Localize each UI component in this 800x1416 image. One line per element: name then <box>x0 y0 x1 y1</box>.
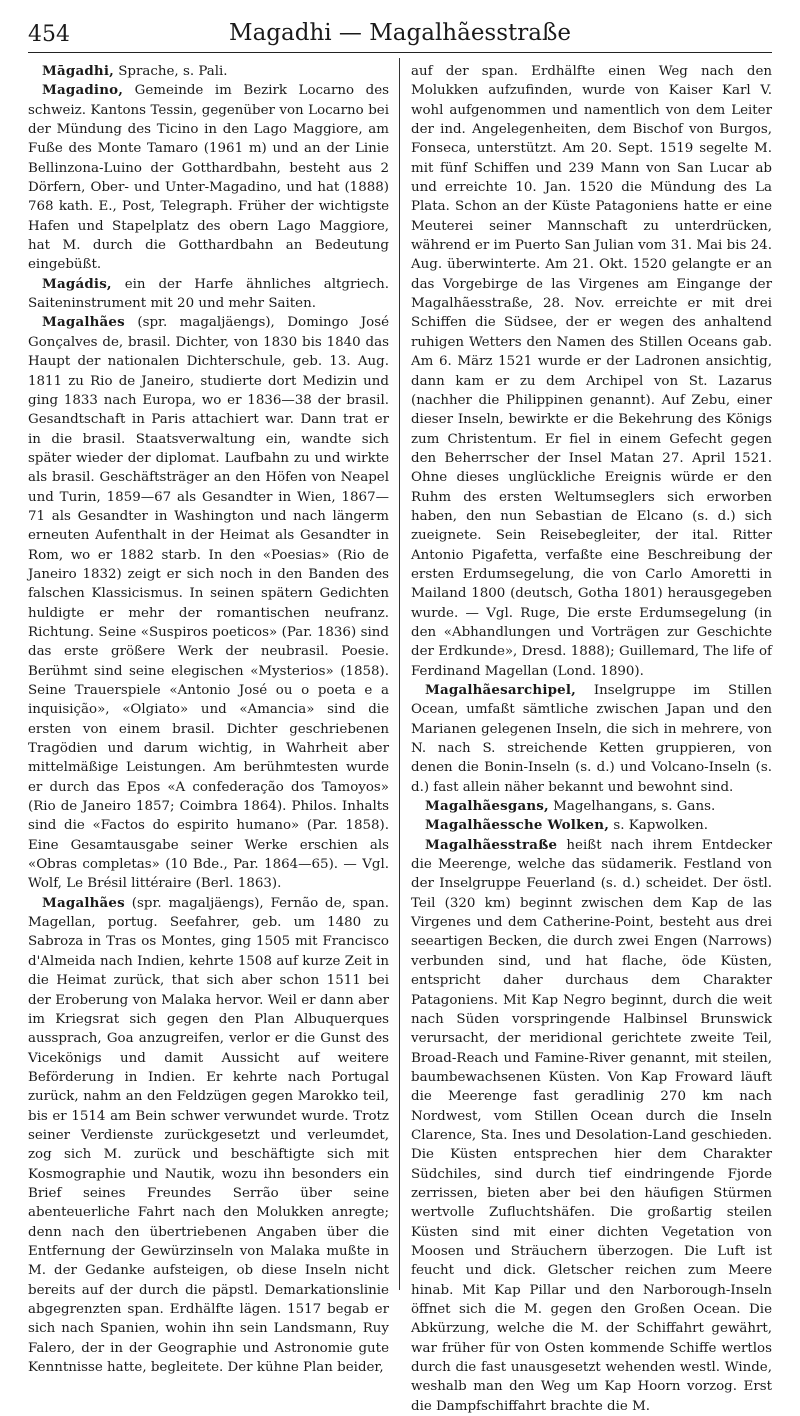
entry-magalhaes-fernao-continued <box>411 62 772 681</box>
entry-text: Inselgruppe im Stillen Ocean, umfaßt sämtliche zwischen Japan und den Marianen gelegenen Inseln, die sich in mehrere, von N. nach S. streichende Ketten gruppieren, von denen die Bonin-Inseln (s. d.) und Volcano-Inseln (s. d.) fast allein näher bekannt und bewohnt sind. <box>411 683 772 795</box>
entry-magalhaessche-wolken <box>411 816 772 835</box>
headword: Magalhãessche Wolken, <box>425 817 610 834</box>
entry-text: heißt nach ihrem Entdecker die Meerenge, welche das südamerik. Festland von der Inselgruppe Feuerland (s. d.) scheidet. Der östl. Teil (320 km) beginnt zwischen dem Kap de las Virgenes und dem Catherine-Point, besteht aus drei seeartigen Becken, die durch zwei Engen (Narrows) verbunden sind, und hat flache, öde Küsten, entspricht daher durchaus dem Charakter Patagoniens. Mit Kap Negro beginnt, durch die weit nach Süden vorspringende Halbinsel Brunswick verursacht, der meridional gerichtete zweite Teil, Broad-Reach und Famine-River genannt, mit steilen, baumbewachsenen Küsten. Von Kap Froward läuft die Meerenge fast geradlinig 270 km nach Nordwest, vom Stillen Ocean durch die Inseln Clarence, Sta. Ines und Desolation-Land geschieden. Die Küsten entsprechen hier dem Charakter Südchiles, sind durch tief eindringende Fjorde zerrissen, bieten aber bei den häufigen Stürmen wertvolle Zufluchtshäfen. Die großartig steilen Küsten sind mit einer dichten Vegetation von Moosen und Sträuchern überzogen. Die Luft ist feucht und dick. Gletscher reichen zum Meere hinab. Mit Kap Pillar und den Narborough-Inseln öffnet sich die M. gegen den Großen Ocean. Die Abkürzung, welche die M. der Schiffahrt gewährt, war früher für von Osten kommende Schiffe wertlos durch die fast unausgesetzt wehenden westl. Winde, weshalb man den Weg um Kap Hoorn vorzog. Erst die Dampfschiffahrt brachte die M. <box>411 837 772 1414</box>
headword: Magádis, <box>42 275 112 292</box>
headword: Magalhãesstraße <box>425 836 558 853</box>
running-head: Magadhi — Magalhãesstraße <box>229 20 571 46</box>
entry-text: s. Kapwolken. <box>609 818 709 834</box>
entry-text: Sprache, s. Pali. <box>114 64 228 79</box>
right-column <box>411 62 772 1416</box>
headword: Magalhãesarchipel, <box>425 682 577 698</box>
entry-text: auf der span. Erdhälfte einen Weg nach den Molukken aufzufinden, wurde von Kaiser Karl V. wohl aufgenommen und namentlich von dem Leiter der ind. Angelegenheiten, dem Bischof von Burgos, Fonseca, unterstützt. Am 20. Sept. 1519 segelte M. mit fünf Schiffen und 239 Mann von San Lucar ab und erreichte 10. Jan. 1520 die Mündung des La Plata. Schon an der Küste Patagoniens hatte er eine Meuterei seiner Mannschaft zu unterdrücken, während er im Puerto San Julian vom 31. Mai bis 24. Aug. überwinterte. Am 21. Okt. 1520 gelangte er an das Vorgebirge de las Virgenes am Eingange der Magalhãesstraße, 28. Nov. erreichte er mit drei Schiffen die Südsee, der er wegen des anhaltend ruhigen Wetters den Namen des Stillen Oceans gab. Am 6. März 1521 wurde er der Ladronen ansichtig, dann kam er zu dem Archipel von St. Lazarus (nachher die Philippinen genannt). Auf Zebu, einer dieser Inseln, bewirkte er die Bekehrung des Königs zum Christentum. Er fiel in einem Gefecht gegen den Beherrscher der Insel Matan 27. April 1521. Ohne dieses unglückliche Ereignis würde er den Ruhm des ersten Weltumseglers sich erworben haben, den nun Sebastian de Elcano (s. d.) sich zueignete. Sein Reisebegleiter, der ital. Ritter Antonio Pigafetta, verfaßte eine Beschreibung der ersten Erdumsegelung, die von Carlo Amoretti in Mailand 1800 (deutsch, Gotha 1801) herausgegeben wurde. — Vgl. Ruge, Die erste Erdumsegelung (in den «Abhandlungen und Vorträgen zur Geschichte der Erdkunde», Dresd. 1888); Guillemard, The life of Ferdinand Magellan (Lond. 1890). <box>411 64 772 679</box>
entry-magalhaes-domingo <box>28 313 389 893</box>
entry-magalhaesgans <box>411 797 772 816</box>
entry-magadino <box>28 81 389 274</box>
entry-text: (spr. magaljäengs), Fernão de, span. Magellan, portug. Seefahrer, geb. um 1480 zu Sabroza in Tras os Montes, ging 1505 mit Francisco d'Almeida nach Indien, kehrte 1508 auf kurze Zeit in die Heimat zurück, that sich aber schon 1511 bei der Eroberung von Malaka hervor. Weil er dann aber im Kriegsrat sich gegen den Plan Albuquerques aussprach, Goa anzugreifen, verlor er die Gunst des Vicekönigs und damit Aussicht auf weitere Beförderung in Indien. Er kehrte nach Portugal zurück, nahm an den Feldzügen gegen Marokko teil, bis er 1514 am Bein schwer verwundet wurde. Trotz seiner Verdienste zurückgesetzt und verleumdet, zog sich M. zurück und beschäftigte sich mit Kosmographie und Nautik, wozu ihn besonders ein Brief seines Freundes Serrão über seine abenteuerliche Fahrt nach den Molukken anregte; denn nach den übertriebenen Angaben über die Entfernung der Gewürzinseln von Malaka mußte in M. der Gedanke aufsteigen, ob diese Inseln nicht bereits auf der durch die päpstl. Demarkationslinie abgegrenzten span. Erdhälfte lägen. 1517 begab er sich nach Spanien, wohin ihn sein Landsmann, Ruy Falero, der in der Geographie und Astronomie gute Kenntnisse hatte, begleitete. Der kühne Plan beider, <box>28 895 389 1376</box>
entry-magalhaesarchipel <box>411 681 772 797</box>
headword: Magalhãesgans, <box>425 798 549 815</box>
page-header <box>28 18 772 53</box>
entry-text: ein der Harfe ähnliches altgriech. Saiteninstrument mit 20 und mehr Saiten. <box>28 276 389 312</box>
entry-text: Magelhangans, s. Gans. <box>548 799 716 815</box>
entry-magalhaesstrasse <box>411 836 772 1416</box>
entry-text: (spr. magaljäengs), Domingo José Gonçalves de, brasil. Dichter, von 1830 bis 1840 das Haupt der nationalen Dichterschule, geb. 13. Aug. 1811 zu Rio de Janeiro, studierte dort Medizin und ging 1833 nach Europa, wo er 1836—38 der brasil. Gesandtschaft in Paris attachiert war. Dann trat er in die brasil. Staatsverwaltung ein, wandte sich später wieder der diplomat. Laufbahn zu und wirkte als brasil. Geschäftsträger an den Höfen von Neapel und Turin, 1859—67 als Gesandter in Wien, 1867—71 als Gesandter in Washington und nach längerm erneuten Aufenthalt in der Heimat als Gesandter in Rom, wo er 1882 starb. In den «Poesias» (Rio de Janeiro 1832) zeigt er sich noch in den Banden des falschen Klassicismus. In seinen spätern Gedichten huldigte er mehr der romantischen neufranz. Richtung. Seine «Suspiros poeticos» (Par. 1836) sind das erste größere Werk der neubrasil. Poesie. Berühmt sind seine elegischen «Mysterios» (1858). Seine Trauerspiele «Antonio José ou o poeta e a inquisição», «Olgiato» und «Amancia» sind die ersten von einem brasil. Dichter geschriebenen Tragödien und darum wichtig, in Wahrheit aber mittelmäßige Leistungen. Am berühmtesten wurde er durch das Epos «A confederação dos Tamoyos» (Rio de Janeiro 1857; Coimbra 1864). Philos. Inhalts sind die «Factos do espirito humano» (Par. 1858). Eine Gesamtausgabe seiner Werke erschien als «Obras completas» (10 Bde., Par. 1864—65). — Vgl. Wolf, Le Brésil littéraire (Berl. 1863). <box>28 315 389 892</box>
headword: Māgadhi, <box>42 63 114 79</box>
headword: Magalhães <box>42 314 125 331</box>
entry-magadhi <box>28 62 389 81</box>
left-column <box>28 62 389 1377</box>
headword: Magalhães <box>42 894 125 911</box>
headword: Magadino, <box>42 82 124 99</box>
page-number: 454 <box>28 22 70 47</box>
entry-magadis <box>28 275 389 314</box>
column-divider <box>399 58 400 1290</box>
entry-text: Gemeinde im Bezirk Locarno des schweiz. Kantons Tessin, gegenüber von Locarno bei der Mündung des Ticino in den Lago Maggiore, am Fuße des Monte Tamaro (1961 m) und an der Linie Bellinzona-Luino der Gotthardbahn, besteht aus 2 Dörfern, Ober- und Unter-Magadino, und hat (1888) 768 kath. E., Post, Telegraph. Früher der wichtigste Hafen und Stapelplatz des obern Lago Maggiore, hat M. durch die Gotthardbahn an Bedeutung eingebüßt. <box>28 83 389 273</box>
